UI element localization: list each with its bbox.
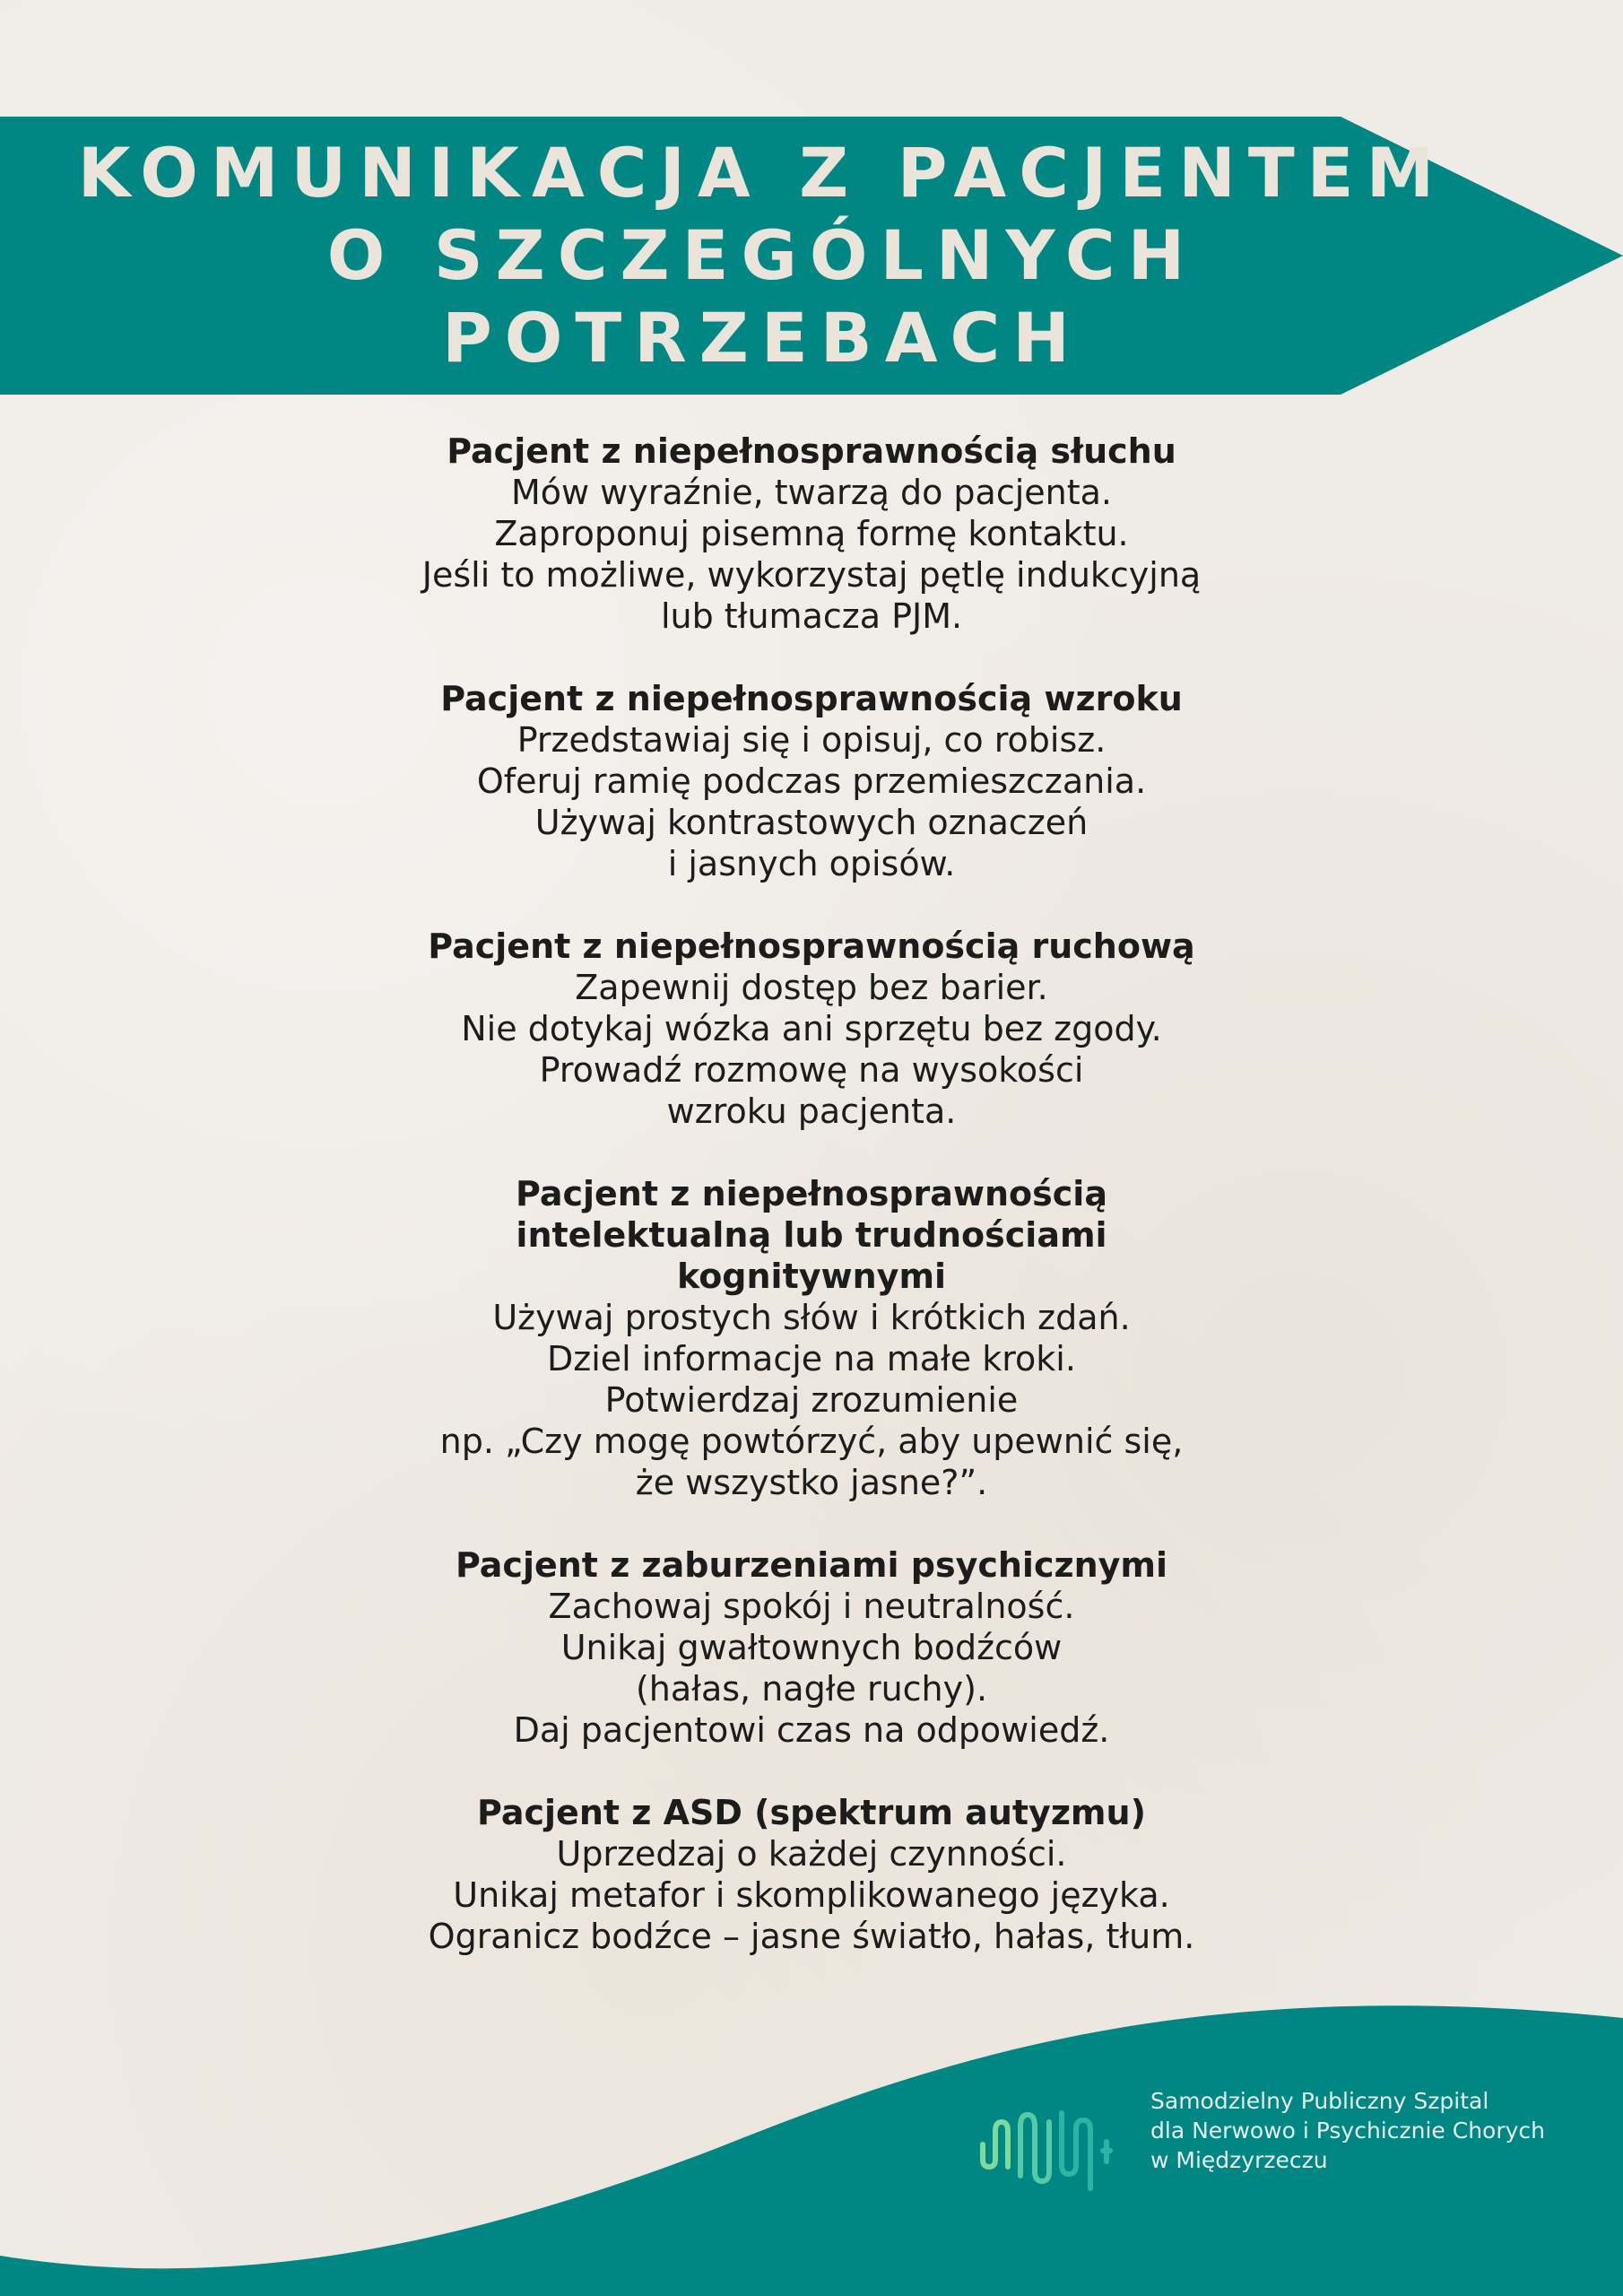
section-title: Pacjent z ASD (spektrum autyzmu) <box>477 1793 1146 1832</box>
section-line: Zapewnij dostęp bez barier. <box>575 968 1048 1007</box>
section-line: (hałas, nagłe ruchy). <box>635 1669 988 1709</box>
section-line: Używaj prostych słów i krótkich zdań. <box>492 1298 1131 1337</box>
hospital-name-line-3: w Międzyrzeczu <box>1150 2147 1328 2173</box>
section-title: Pacjent z niepełnosprawnością intelektualną lub trudnościami kognitywnymi <box>516 1174 1107 1296</box>
hospital-name <box>1150 2086 1599 2175</box>
title-banner <box>0 117 1623 395</box>
section-line: Daj pacjentowi czas na odpowiedź. <box>513 1710 1110 1750</box>
section-line: Unikaj gwałtownych bodźców <box>560 1628 1063 1667</box>
section-line: Potwierdzaj zrozumienie <box>604 1380 1019 1420</box>
hospital-name-line-1: Samodzielny Publiczny Szpital <box>1150 2088 1489 2114</box>
title-line-2: O SZCZEGÓLNYCH POTRZEBACH <box>326 215 1198 378</box>
section-mobility <box>273 926 1350 1132</box>
footer <box>0 1982 1623 2296</box>
section-vision <box>273 678 1350 884</box>
content <box>273 430 1350 1998</box>
section-line: Uprzedzaj o każdej czynności. <box>556 1834 1067 1874</box>
section-line: Prowadź rozmowę na wysokości <box>539 1050 1084 1090</box>
section-title: Pacjent z niepełnosprawnością słuchu <box>447 431 1176 471</box>
section-hearing <box>273 430 1350 637</box>
section-line: Oferuj ramię podczas przemieszczania. <box>476 761 1147 801</box>
section-title: Pacjent z niepełnosprawnością wzroku <box>440 679 1183 718</box>
section-line: Przedstawiaj się i opisuj, co robisz. <box>516 720 1107 760</box>
section-line: Unikaj metafor i skomplikowanego języka. <box>453 1875 1170 1915</box>
section-line: Mów wyraźnie, twarzą do pacjenta. <box>510 473 1113 512</box>
section-title: Pacjent z zaburzeniami psychicznymi <box>455 1545 1168 1585</box>
title-line-1: KOMUNIKACJA Z PACJENTEM <box>77 133 1447 213</box>
section-line: Jeśli to możliwe, wykorzystaj pętlę indukcyjną <box>421 555 1202 595</box>
hospital-name-line-2: dla Nerwowo i Psychicznie Chorych <box>1150 2118 1546 2144</box>
section-line: wzroku pacjenta. <box>666 1091 957 1131</box>
section-title: Pacjent z niepełnosprawnością ruchową <box>428 926 1195 966</box>
section-line: Zaproponuj pisemną formę kontaktu. <box>494 514 1129 553</box>
hospital-logo-icon <box>976 2095 1119 2194</box>
section-line: Dziel informacje na małe kroki. <box>547 1339 1076 1378</box>
section-intellectual <box>273 1173 1350 1503</box>
section-line: np. „Czy mogę powtórzyć, aby upewnić się, <box>439 1422 1184 1461</box>
section-line: że wszystko jasne?”. <box>635 1463 988 1502</box>
section-line: Ogranicz bodźce – jasne światło, hałas, tłum. <box>428 1917 1195 1956</box>
page-title <box>0 117 1524 395</box>
section-line: lub tłumacza PJM. <box>660 596 963 636</box>
section-line: Nie dotykaj wózka ani sprzętu bez zgody. <box>461 1009 1162 1048</box>
section-mental <box>273 1544 1350 1751</box>
section-line: i jasnych opisów. <box>667 844 956 883</box>
section-line: Zachowaj spokój i neutralność. <box>548 1587 1075 1626</box>
section-line: Używaj kontrastowych oznaczeń <box>534 803 1089 842</box>
section-asd <box>273 1792 1350 1957</box>
